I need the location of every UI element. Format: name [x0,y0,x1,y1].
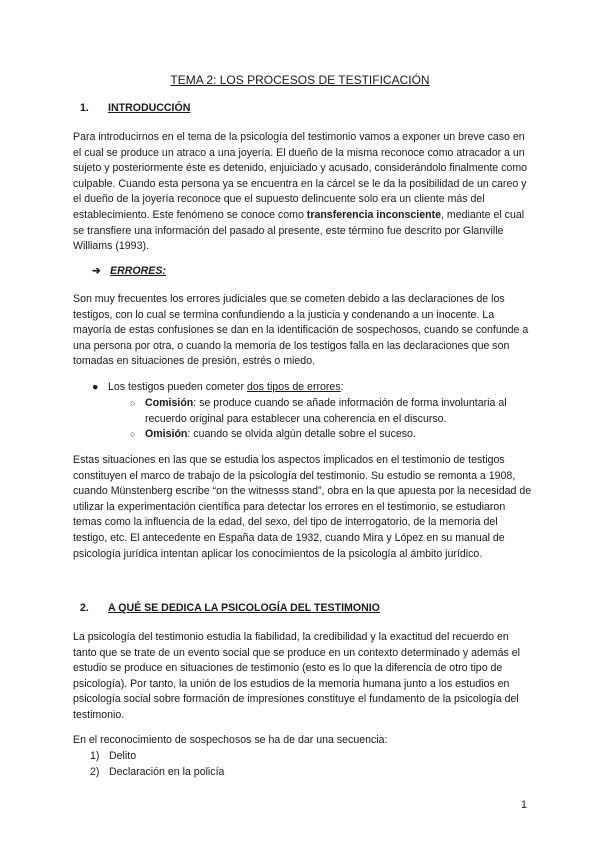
section-2-number: 2. [80,602,89,614]
list-item: 1) Delito [90,750,137,762]
history-paragraph: Estas situaciones en las que se estudia los aspectos implicados en el testimonio de testigos constituyen el marco de trabajo de la psicología del testimonio. Su estudio se remonta a 1908, cuando Münstenberg escribe “on the witnesss stand”, obra en la que apuesta por la necesidad de utilizar la experimentación científica para detectar los errores en el testimonio, se estudiaron temas como la influencia de la edad, del sexo, del tipo de interrogatorio, de la memoria del testigo, etc. El antecedente en España data de 1932, cuando Mira y López en su manual de psicología jurídica intentan aplicar los conocimientos de la psicología al ámbito jurídico. [73,454,532,560]
arrow-icon: ➔ [92,265,101,277]
section-2-heading [80,601,380,617]
section-1-number: 1. [80,102,89,114]
bullet-icon: ● [92,381,99,393]
intro-paragraph: Para introducirnos en el tema de la psicología del testimonio vamos a exponer un breve caso en el cual se produce un atraco a una joyería. El dueño de la misma reconoce como atracador a un sujeto y posteriormente éste es detenido, enjuiciado y acusado, considerándolo finalmente como culpable. Cuando esta persona ya se encuentra en la cárcel se le da la posibilidad de un careo y el dueño de la joyería reconoce que el supuesto delincuente solo era un cliente más del establecimiento. Este fenómeno se conoce como transferencia inconsciente, mediante el cual se transfiere una información del pasado al presente, este término fue descrito por Glanville Williams (1993). [73,131,528,253]
section-2-title: A QUÉ SE DEDICA LA PSICOLOGÍA DEL TESTIMONIO [108,602,380,614]
errors-subheading: ➔ ERRORES: [92,264,166,280]
sequence-list [90,749,224,780]
sequence-intro: En el reconocimiento de sospechosos se ha de dar una secuencia: [73,734,388,746]
section-1-title: INTRODUCCIÓN [108,102,191,114]
section-1-heading [80,101,190,117]
hollow-bullet-icon: ○ [130,429,136,439]
page-title: TEMA 2: LOS PROCESOS DE TESTIFICACIÓN [170,73,430,87]
hollow-bullet-icon: ○ [130,398,136,408]
list-item: 2) Declaración en la policía [90,765,225,778]
term-transferencia-inconsciente: transferencia inconsciente [306,208,442,221]
section-2-paragraph: La psicología del testimonio estudia la fiabilidad, la credibilidad y la exactitud del recuerdo en tanto que se trate de un evento social que se produce en un contexto determinado y además el estudio se produce en situaciones de testimonio (esto es lo que la diferencia de otro tipo de psicología). Por tanto, la unión de los estudios de la memoria humana junto a los estudios en psicología social sobre formación de impresiones constituye el fundamento de la psicología del testimonio. [73,631,521,721]
errors-paragraph: Son muy frecuentes los errores judiciales que se cometen debido a las declaraciones de los testigos, con lo cual se termina confundiendo a la justicia y condenando a un inocente. La mayoría de estas confusiones se dan en la identificación de sospechosos, cuando se confunde a una persona por otra, o cuando la memoria de los testigos falla en las declaraciones que son tomadas en situaciones de presión, estrés o miedo. [73,293,529,368]
underlined-phrase: dos tipos de errores [246,381,341,393]
page-number: 1 [521,799,527,811]
